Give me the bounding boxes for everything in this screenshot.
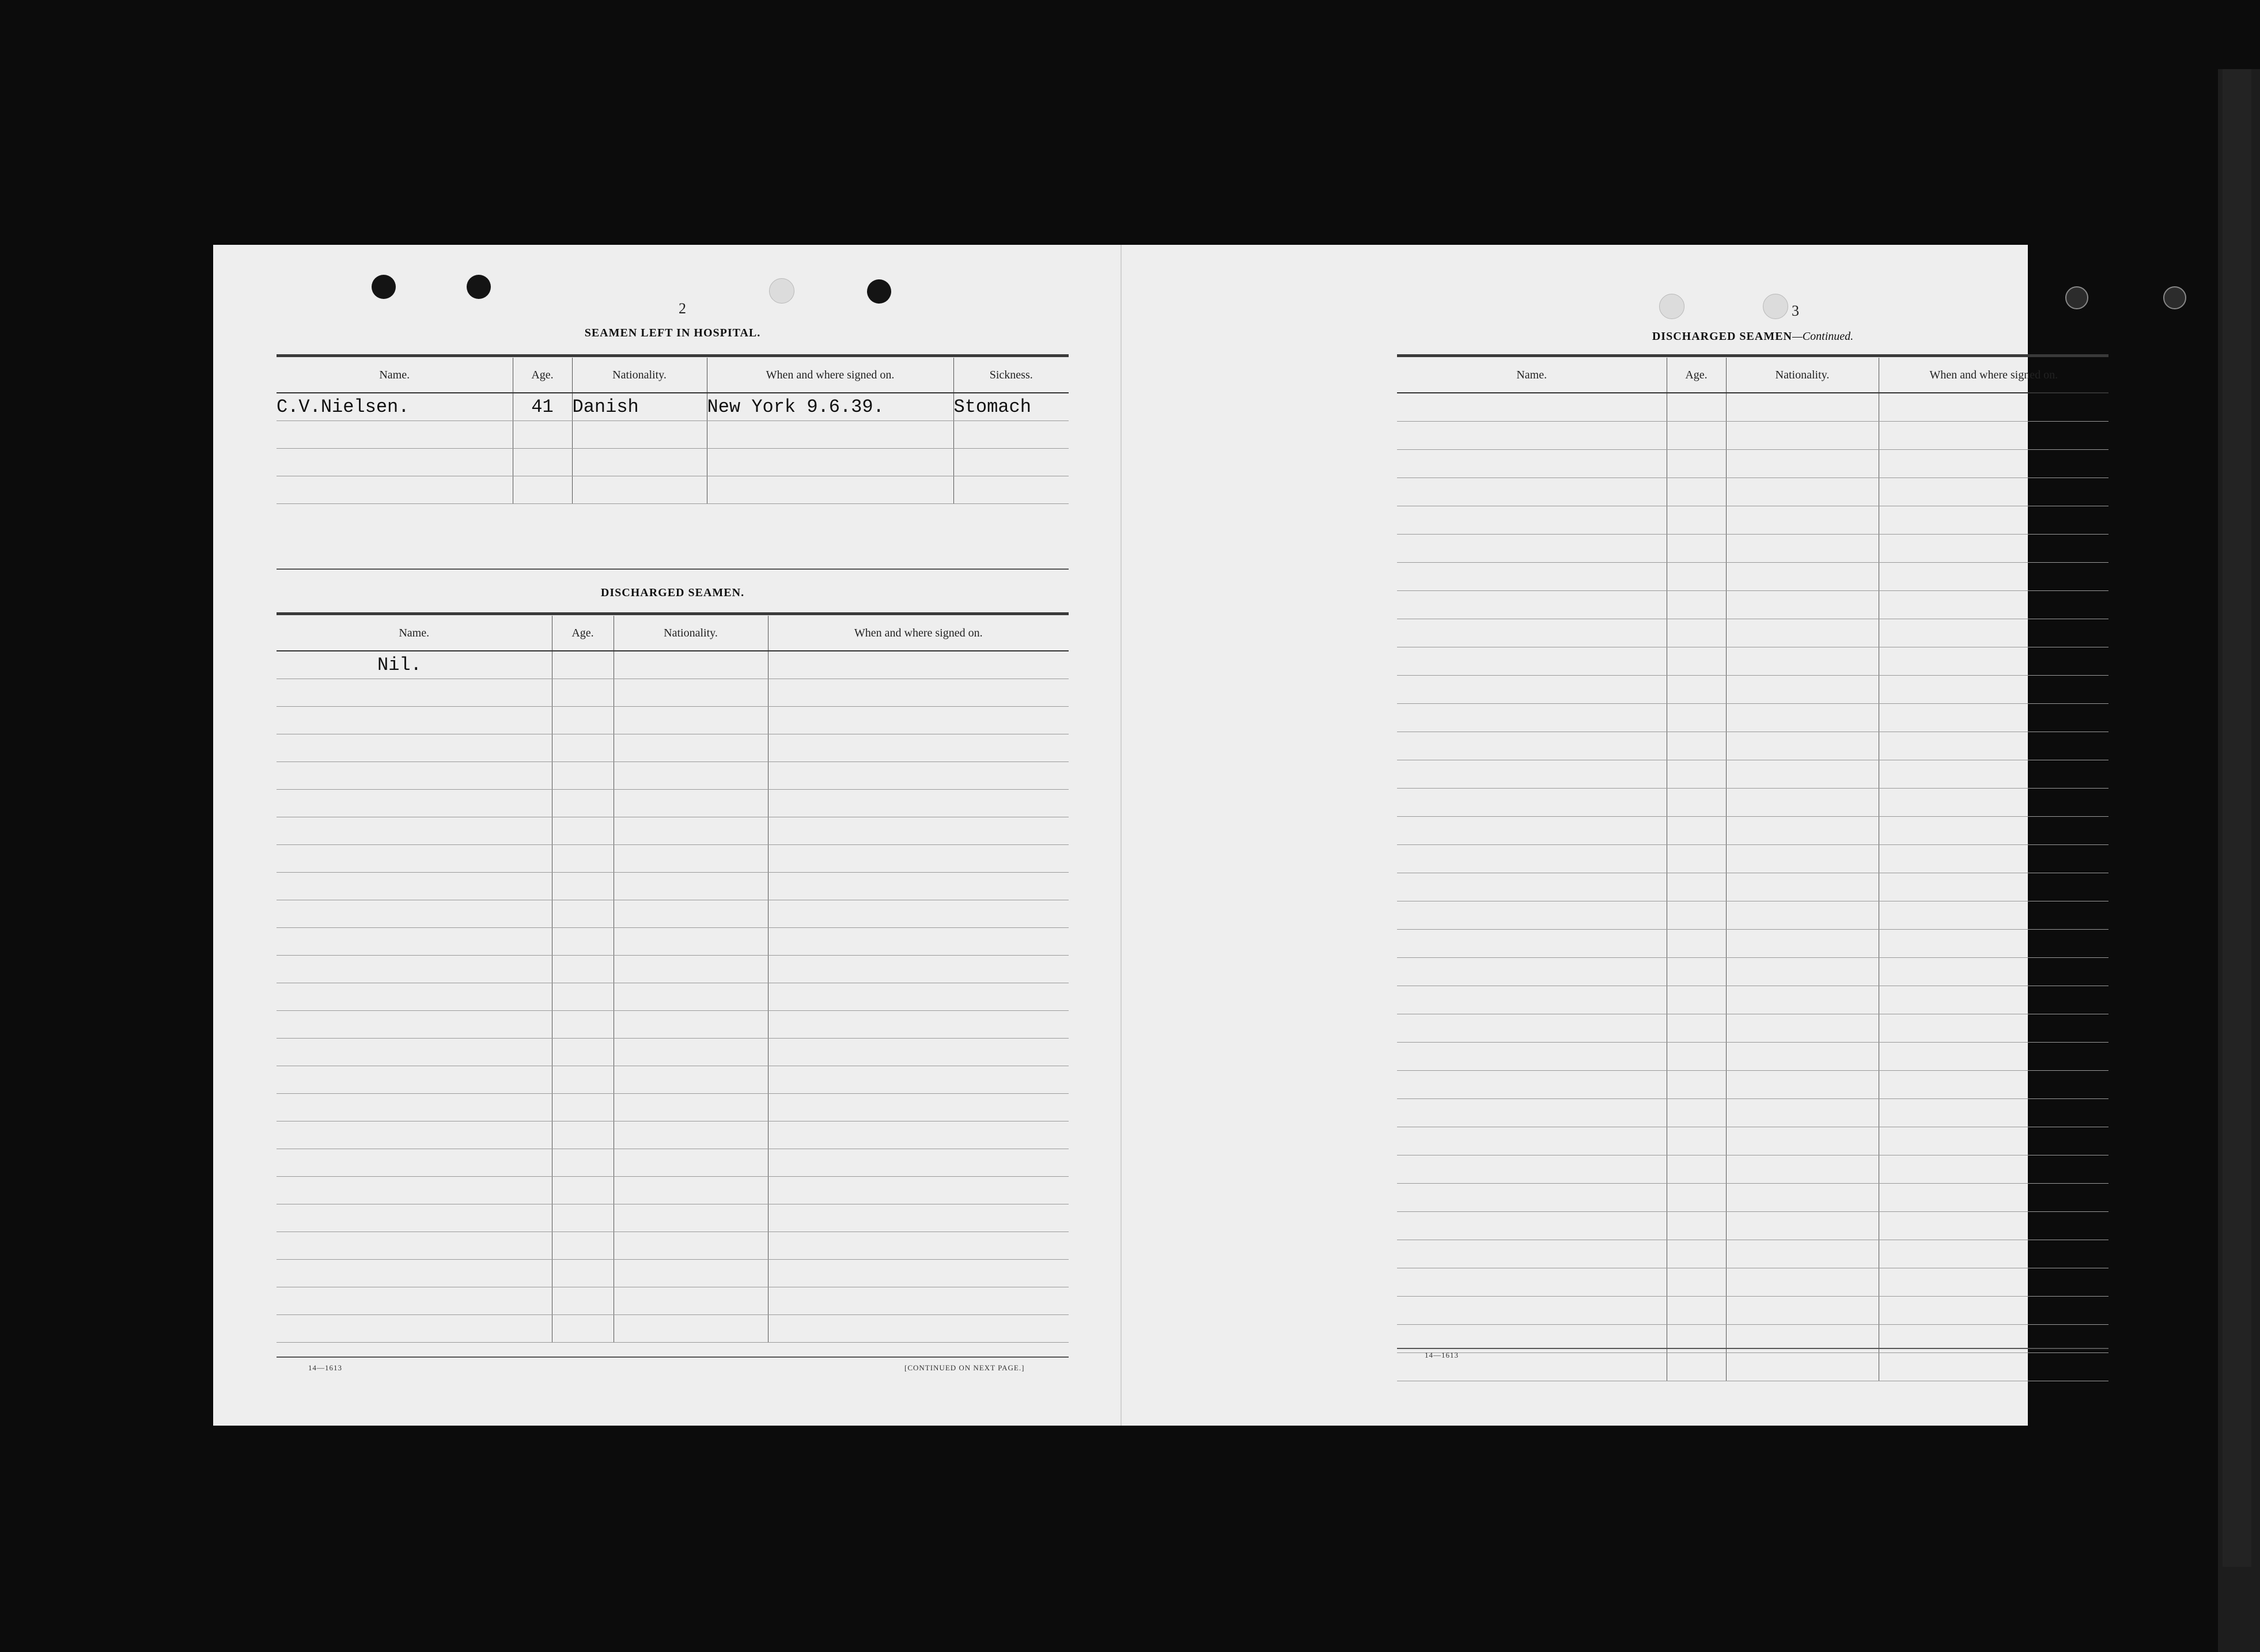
- hospital-table: [277, 358, 1069, 504]
- page-number: 3: [1792, 302, 1799, 319]
- table-row: [277, 1315, 1069, 1343]
- table-row: [277, 956, 1069, 983]
- punch-hole: [2163, 286, 2186, 309]
- table-row: [277, 421, 1069, 449]
- continued-note: [CONTINUED ON NEXT PAGE.]: [904, 1363, 1025, 1372]
- table-row: [1397, 1127, 2108, 1155]
- table-row: [277, 983, 1069, 1011]
- column-header-nationality: Nationality.: [614, 616, 768, 651]
- table-row: [277, 1204, 1069, 1232]
- punch-hole: [1763, 294, 1788, 319]
- table-row: [1397, 704, 2108, 732]
- punch-hole: [2065, 286, 2088, 309]
- column-header-age: Age.: [552, 616, 614, 651]
- section-rule: [277, 612, 1069, 615]
- punch-hole: [769, 278, 794, 304]
- table-row: [277, 476, 1069, 504]
- table-row: [277, 1066, 1069, 1094]
- table-row: [277, 1121, 1069, 1149]
- page-number: 2: [679, 300, 686, 317]
- table-row: [277, 1232, 1069, 1260]
- table-row: [1397, 760, 2108, 789]
- table-row: [277, 1177, 1069, 1204]
- seaman-name: Nil.: [277, 651, 552, 679]
- discharged-section-title: DISCHARGED SEAMEN.: [600, 586, 745, 599]
- seaman-signed-on: New York 9.6.39.: [707, 393, 953, 421]
- punch-hole: [1659, 294, 1684, 319]
- table-row: [1397, 930, 2108, 958]
- column-header-age: Age.: [1667, 358, 1726, 393]
- column-header-sickness: Sickness.: [953, 358, 1069, 393]
- table-row: [1397, 986, 2108, 1014]
- table-row: [1397, 506, 2108, 535]
- form-code: 14—1613: [308, 1363, 342, 1372]
- hospital-section-title: SEAMEN LEFT IN HOSPITAL.: [584, 327, 761, 339]
- column-header-name: Name.: [277, 358, 513, 393]
- table-row: [277, 762, 1069, 790]
- bottom-rule: [277, 1357, 1069, 1358]
- table-row: [1397, 1184, 2108, 1212]
- section-rule: [277, 354, 1069, 357]
- seaman-nationality: Danish: [572, 393, 707, 421]
- table-row: [1397, 422, 2108, 450]
- table-row: [1397, 901, 2108, 930]
- table-row: [277, 790, 1069, 817]
- table-row: [277, 651, 1069, 679]
- column-header-age: Age.: [513, 358, 572, 393]
- column-header-signed-on: When and where signed on.: [768, 616, 1069, 651]
- section-rule: [277, 569, 1069, 570]
- form-code: 14—1613: [1425, 1351, 1459, 1359]
- table-row: [277, 1287, 1069, 1315]
- table-row: [1397, 958, 2108, 986]
- table-row: [1397, 676, 2108, 704]
- table-row: [1397, 1297, 2108, 1325]
- punch-hole: [867, 279, 891, 304]
- table-row: [277, 928, 1069, 956]
- column-header-signed-on: When and where signed on.: [1879, 358, 2108, 393]
- table-row: [1397, 789, 2108, 817]
- table-row: [277, 817, 1069, 845]
- table-row: [277, 734, 1069, 762]
- table-row: [1397, 1212, 2108, 1240]
- table-row: [1397, 619, 2108, 647]
- seaman-age: 41: [513, 393, 572, 421]
- table-row: [1397, 732, 2108, 760]
- table-row: [1397, 1353, 2108, 1381]
- table-row: [1397, 591, 2108, 619]
- table-row: [1397, 1099, 2108, 1127]
- table-row: [1397, 450, 2108, 478]
- table-row: [277, 393, 1069, 421]
- table-row: [1397, 563, 2108, 591]
- right-page: [1120, 245, 2058, 1426]
- table-row: [277, 900, 1069, 928]
- seaman-sickness: Stomach: [953, 393, 1069, 421]
- column-header-name: Name.: [277, 616, 552, 651]
- table-row: [1397, 817, 2108, 845]
- discharged-continued-title: DISCHARGED SEAMEN—Continued.: [1652, 330, 1854, 343]
- table-row: [277, 449, 1069, 476]
- ledger-spread: [213, 245, 2058, 1426]
- table-row: [1397, 647, 2108, 676]
- table-row: [277, 873, 1069, 900]
- table-row: [277, 1149, 1069, 1177]
- table-row: [277, 845, 1069, 873]
- table-row: [277, 707, 1069, 734]
- punch-hole: [467, 275, 491, 299]
- scan-background-strip: [2223, 69, 2251, 1567]
- bottom-rule: [1397, 1348, 2108, 1349]
- table-row: [1397, 478, 2108, 506]
- column-header-signed-on: When and where signed on.: [707, 358, 953, 393]
- discharged-continued-table: [1397, 358, 2108, 1381]
- table-row: [1397, 1240, 2108, 1268]
- column-header-nationality: Nationality.: [572, 358, 707, 393]
- column-header-name: Name.: [1397, 358, 1667, 393]
- table-row: [1397, 1014, 2108, 1043]
- table-row: [277, 1260, 1069, 1287]
- table-row: [1397, 845, 2108, 873]
- table-row: [1397, 393, 2108, 422]
- table-row: [277, 1039, 1069, 1066]
- table-row: [1397, 1043, 2108, 1071]
- discharged-table: [277, 616, 1069, 1343]
- table-row: [1397, 1071, 2108, 1099]
- table-row: [1397, 1268, 2108, 1297]
- table-row: [277, 1011, 1069, 1039]
- table-row: [277, 679, 1069, 707]
- table-row: [1397, 873, 2108, 901]
- table-row: [277, 1094, 1069, 1121]
- table-row: [1397, 535, 2108, 563]
- section-rule: [1397, 354, 2108, 357]
- punch-hole: [372, 275, 396, 299]
- column-header-nationality: Nationality.: [1726, 358, 1879, 393]
- seaman-name: C.V.Nielsen.: [277, 393, 513, 421]
- table-row: [1397, 1155, 2108, 1184]
- left-page: [213, 245, 1120, 1426]
